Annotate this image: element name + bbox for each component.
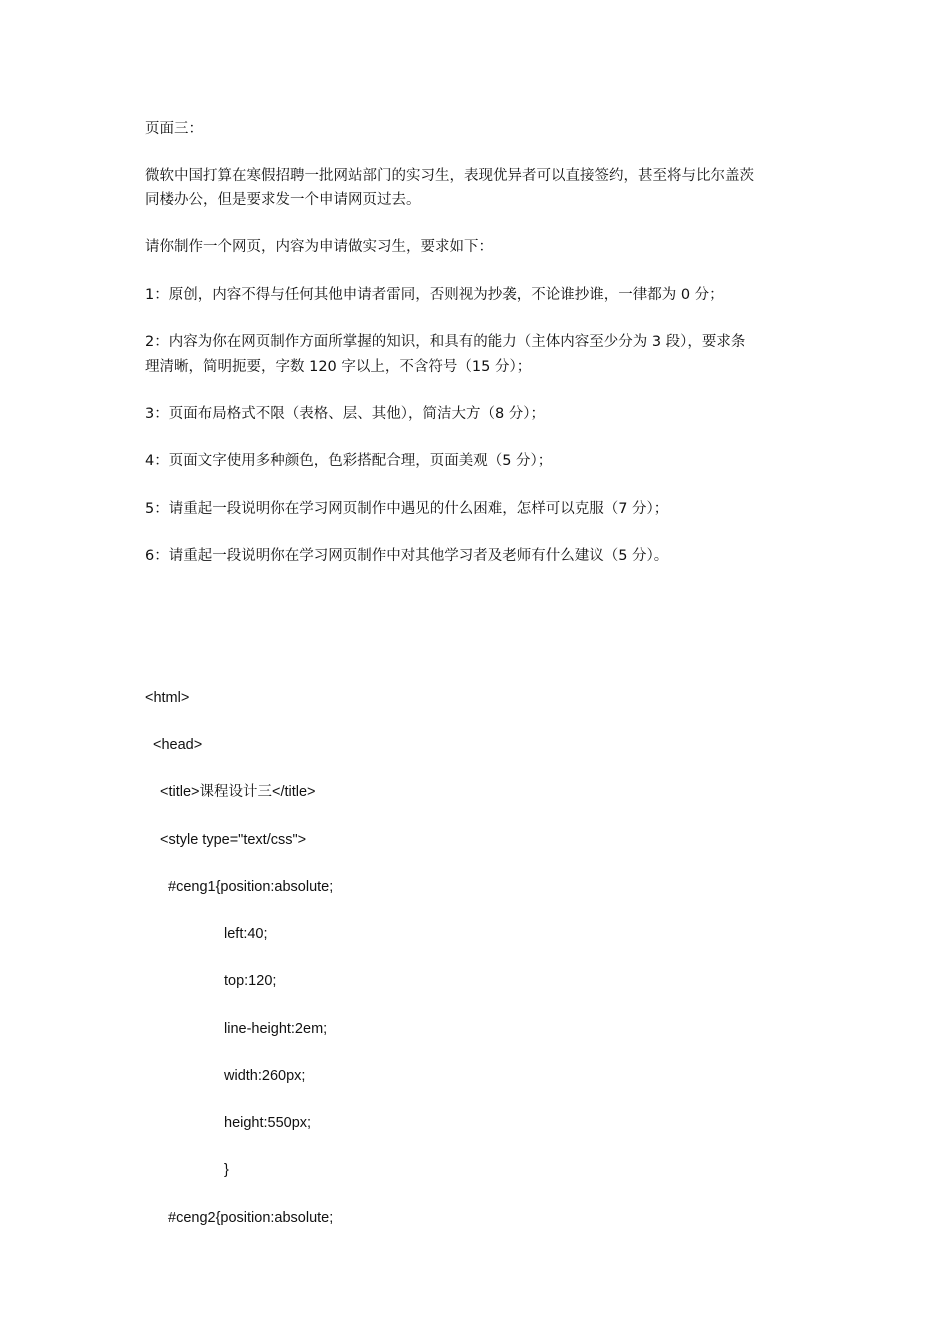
code-line-top: top:120; bbox=[224, 973, 277, 989]
requirement-5: 5：请重起一段说明你在学习网页制作中遇见的什么困难，怎样可以克服（7 分）； bbox=[145, 501, 669, 517]
code-line-height: height:550px; bbox=[224, 1115, 312, 1131]
code-line-left: left:40; bbox=[224, 926, 268, 942]
intro-line-1: 微软中国打算在寒假招聘一批网站部门的实习生，表现优异者可以直接签约，甚至将与比尔盖茨 bbox=[145, 168, 754, 184]
code-line-close-brace: } bbox=[224, 1162, 229, 1178]
code-line-width: width:260px; bbox=[224, 1068, 306, 1084]
requirement-1: 1：原创，内容不得与任何其他申请者雷同，否则视为抄袭，不论谁抄谁，一律都为 0 分； bbox=[145, 287, 724, 303]
code-line-style: <style type="text/css"> bbox=[160, 832, 307, 848]
code-line-html: <html> bbox=[145, 690, 190, 706]
requirement-2-line-2: 理清晰，简明扼要，字数 120 字以上，不含符号（15 分）； bbox=[145, 359, 532, 375]
task-statement: 请你制作一个网页，内容为申请做实习生，要求如下： bbox=[145, 239, 493, 255]
code-line-line-height: line-height:2em; bbox=[224, 1021, 328, 1037]
requirement-3: 3：页面布局格式不限（表格、层、其他），简洁大方（8 分）； bbox=[145, 406, 546, 422]
intro-line-2: 同楼办公，但是要求发一个申请网页过去。 bbox=[145, 192, 421, 208]
requirement-4: 4：页面文字使用多种颜色，色彩搭配合理，页面美观（5 分）； bbox=[145, 453, 553, 469]
requirement-2-line-1: 2：内容为你在网页制作方面所掌握的知识，和具有的能力（主体内容至少分为 3 段），要求条 bbox=[145, 334, 746, 350]
code-line-title: <title>课程设计三</title> bbox=[160, 784, 316, 800]
code-line-ceng2: #ceng2{position:absolute; bbox=[168, 1210, 334, 1226]
code-line-head: <head> bbox=[153, 737, 203, 753]
requirement-6: 6：请重起一段说明你在学习网页制作中对其他学习者及老师有什么建议（5 分）。 bbox=[145, 548, 669, 564]
page-heading: 页面三： bbox=[145, 121, 203, 137]
code-line-ceng1: #ceng1{position:absolute; bbox=[168, 879, 334, 895]
